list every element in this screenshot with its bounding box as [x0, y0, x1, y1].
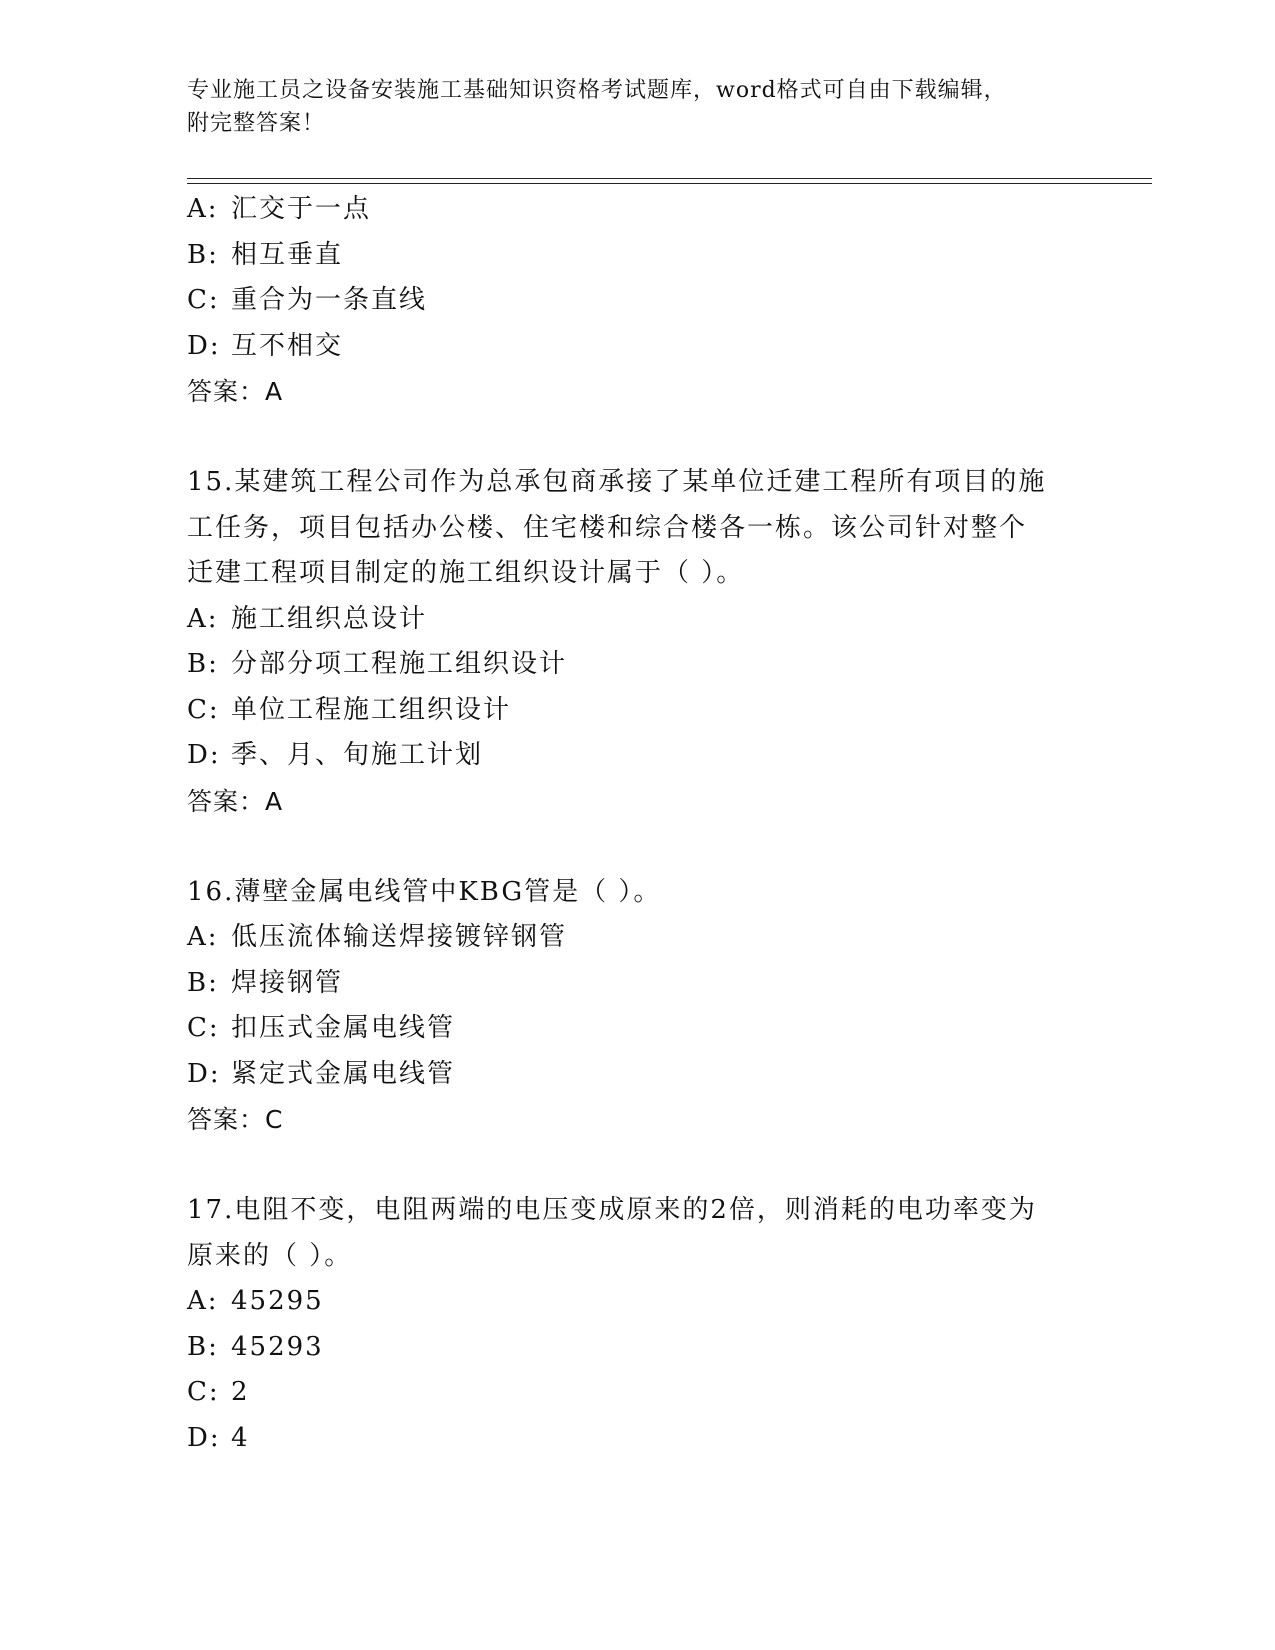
option-key: B:: [187, 239, 219, 270]
option-c: [187, 278, 1087, 324]
option-d: [187, 324, 1087, 370]
option-key: B:: [187, 967, 219, 998]
option-key: A:: [187, 603, 219, 634]
question-list: [187, 187, 1087, 1461]
question-text-line: 16.薄壁金属电线管中KBG管是（ ）。: [187, 876, 662, 907]
option-b: [187, 642, 1087, 688]
header-line-2: 附完整答案！: [187, 111, 326, 136]
option-key: D:: [187, 1058, 221, 1089]
option-key: D:: [187, 1422, 221, 1453]
question-block-16: [187, 870, 1087, 1143]
option-key: D:: [187, 740, 221, 770]
option-a: [187, 597, 1087, 643]
question-block-15: [187, 460, 1087, 824]
option-b: [187, 1325, 1087, 1371]
option-a: [187, 187, 1087, 233]
option-a: [187, 915, 1087, 961]
option-a: [187, 1279, 1087, 1325]
option-key: A:: [187, 194, 219, 224]
spacer: [187, 1143, 1087, 1189]
option-d: [187, 1052, 1087, 1098]
answer-line: 答案：A: [187, 786, 284, 816]
option-key: B:: [187, 649, 219, 679]
option-b: [187, 233, 1087, 279]
option-text: 互不相交: [231, 330, 344, 361]
option-text: 相互垂直: [231, 239, 344, 270]
question-text-line: 17.电阻不变，电阻两端的电压变成原来的2倍，则消耗的电功率变为: [187, 1195, 1037, 1225]
document-header: [187, 74, 1067, 140]
question-block-14: [187, 187, 1087, 415]
option-key: B:: [187, 1331, 219, 1362]
question-text-line: 工任务，项目包括办公楼、住宅楼和综合楼各一栋。该公司针对整个: [187, 512, 1028, 543]
question-text-line: 迁建工程项目制定的施工组织设计属于（ ）。: [187, 558, 745, 588]
header-line-1: 专业施工员之设备安装施工基础知识资格考试题库，word格式可自由下载编辑，: [187, 78, 1007, 103]
option-key: D:: [187, 330, 221, 361]
option-text: 汇交于一点: [231, 194, 372, 224]
spacer: [187, 415, 1087, 461]
option-text: 分部分项工程施工组织设计: [231, 649, 568, 679]
option-b: [187, 961, 1087, 1007]
option-c: [187, 1006, 1087, 1052]
header-rule-bottom: [187, 183, 1152, 184]
spacer: [187, 824, 1087, 870]
option-text: 扣压式金属电线管: [231, 1013, 456, 1043]
option-text: 单位工程施工组织设计: [231, 694, 512, 725]
option-c: [187, 1370, 1087, 1416]
option-key: C:: [187, 1377, 220, 1407]
option-text: 焊接钢管: [231, 967, 344, 998]
option-d: [187, 1416, 1087, 1462]
option-d: [187, 733, 1087, 779]
option-key: C:: [187, 694, 220, 725]
option-text: 2: [231, 1377, 250, 1407]
option-key: A:: [187, 922, 219, 952]
answer-line: 答案：C: [187, 1105, 284, 1134]
option-c: [187, 688, 1087, 734]
option-text: 45295: [231, 1286, 324, 1316]
option-text: 45293: [231, 1331, 324, 1362]
option-text: 低压流体输送焊接镀锌钢管: [231, 922, 568, 952]
option-text: 4: [231, 1422, 250, 1453]
question-text-line: 15.某建筑工程公司作为总承包商承接了某单位迁建工程所有项目的施: [187, 467, 1047, 497]
option-key: A:: [187, 1286, 219, 1316]
option-text: 重合为一条直线: [231, 285, 428, 315]
option-text: 紧定式金属电线管: [231, 1058, 456, 1089]
option-key: C:: [187, 1013, 220, 1043]
question-block-17: [187, 1188, 1087, 1461]
header-rule-top: [187, 178, 1152, 179]
option-text: 施工组织总设计: [231, 603, 428, 634]
option-text: 季、月、旬施工计划: [231, 740, 484, 770]
option-key: C:: [187, 285, 220, 315]
answer-line: 答案：A: [187, 377, 284, 406]
question-text-line: 原来的（ ）。: [187, 1240, 353, 1271]
